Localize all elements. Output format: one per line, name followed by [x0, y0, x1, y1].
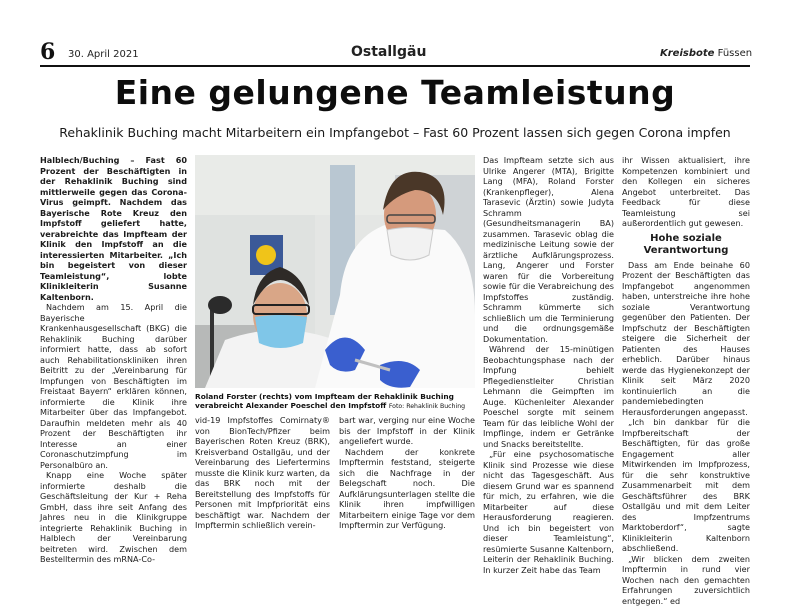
face-mask	[255, 315, 307, 348]
body-paragraph: bart war, verging nur eine Woche bis der Impfstoff in der Klinik angeliefert wurde.	[339, 415, 475, 447]
body-paragraph: ihr Wissen aktualisiert, ihre Kompetenzen kombiniert und den Kollegen ein sicheres Angebot unterbreitet. Das Feedback für diese Teamleistung sei außerordentlich gut gewesen.	[622, 155, 750, 229]
body-paragraph: „Ich bin dankbar für die Impfbereitschaft der Beschäftigten, für das große Engagement aller Mitwirkenden im Impfprozess, für die sehr konstruktive Zusammenarbeit mit dem Geschäftsführer des BRK Ostallgäu und mit dem Leiter des Impfzentrums Marktoberdorf“, sagte Klinikleiterin Kaltenborn abschließend.	[622, 417, 750, 554]
column-3	[339, 415, 475, 531]
body-paragraph: Dass am Ende beinahe 60 Prozent der Beschäftigten das Impfangebot angenommen haben, unterstreiche ihre hohe soziale Verantwortung gegenüber den Patienten. Der Impfschutz der Beschäftigten steigere die Sicherheit der Patienten des Hauses erheblich. Darüber hinaus werde das Hygienekonzept der Klinik seit März 2020 kontinuierlich an die pandemiebedingten Herausforderungen angepasst.	[622, 260, 750, 418]
body-paragraph: „Für eine psychosomatische Klinik sind Prozesse wie diese nicht das Tagesgeschäft. Aus diesem Grund war es spannend für mich, zu erfahren, wie die Mitarbeiter auf diese Herausforderung reagieren. Und ich bin begeistert von dieser Teamleistung“, resümierte Susanne Kaltenborn, Leiterin der Rehaklinik Buching. In kurzer Zeit habe das Team	[483, 449, 614, 575]
body-paragraph: Während der 15-minütigen Beobachtungsphase nach der Impfung behielt Pflegedienstleiter Christian Lehmann die Geimpften im Auge. Küchenleiter Alexander Poeschel sorgte mit seinem Team für das leibliche Wohl der Impflinge, indem er Getränke und Snacks bereitstellte.	[483, 344, 614, 449]
page-number: 6	[40, 39, 55, 65]
body-paragraph: „Wir blicken dem zweiten Impftermin in rund vier Wochen nach den gemachten Erfahrungen zuversichtlich entgegen.“ ed	[622, 554, 750, 606]
issue-date: 30. April 2021	[68, 49, 139, 60]
body-paragraph: Nachdem der konkrete Impftermin feststand, steigerte sich die Nachfrage in der Belegschaft noch. Die Aufklärungsunterlagen stellte die Klinik ihren impfwilligen Mitarbeitern einige Tage vor dem Impftermin zur Verfügung.	[339, 447, 475, 531]
column-4	[483, 155, 614, 575]
brand-name: Kreisbote	[660, 48, 714, 59]
lead-paragraph: Halblech/Buching – Fast 60 Prozent der Beschäftigten in der Rehaklinik Buching sind mittlerweile gegen das Corona-Virus geimpft. Nachdem das Bayerische Rote Kreuz den Impfstoff geliefert hatte, verabreichte das Impfteam der Klinik den Impfstoff an die interessierten Mitarbeiter. „Ich bin begeistert von dieser Teamleistung“, lobte Klinikleiterin Susanne Kaltenborn.	[40, 155, 187, 302]
vaccination-photo	[195, 155, 475, 388]
brand-edition: Füssen	[718, 48, 752, 59]
column-5	[622, 155, 750, 606]
article-photo	[195, 155, 475, 388]
header-rule	[40, 65, 750, 67]
body-paragraph: vid-19 Impfstoffes Comirnaty® von BionTech/Pfizer beim Bayerischen Roten Kreuz (BRK), Kreisverband Ostallgäu, und der Vereinbarung des Liefertermins musste die Klinik kurz warten, da das BRK noch mit der Bereitstellung des Impfstoffs für Personen mit Impfpriorität eins beschäftigt war. Nachdem der Impftermin schließlich verein-	[195, 415, 330, 531]
body-paragraph: Nachdem am 15. April die Bayerische Krankenhausgesellschaft (BKG) die Rehaklinik Buching darüber informiert hatte, dass ab sofort auch Rehabilitationskliniken ihren Beitritt zu der „Vereinbarung für Impfungen von Beschäftigten im Freistaat Bayern“ erklären können, informierte die Klinik ihre Mitarbeiter über das Impfangebot. Daraufhin meldeten mehr als 40 Prozent der Beschäftigten ihr Interesse an einer Coronaschutzimpfung im Personalbüro an.	[40, 302, 187, 470]
section-subheading: Hohe soziale Verantwortung	[622, 233, 750, 257]
column-1	[40, 155, 187, 565]
headline: Eine gelungene Teamleistung	[40, 73, 750, 112]
caption-text: Roland Forster (rechts) vom Impfteam der Rehaklinik Buching verabreicht Alexander Poeschel den Impfstoff	[195, 392, 454, 410]
column-2	[195, 415, 330, 531]
body-paragraph: Das Impfteam setzte sich aus Ulrike Angerer (MTA), Brigitte Lang (MFA), Roland Forster (Krankenpfleger), Alena Tarasevic (Ärztin) sowie Judyta Schramm (Gesundheitsmanagerin BA) zusammen. Tarasevic oblag die medizinische Leitung sowie der ärztliche Aufklärungsprozess. Lang, Angerer und Forster waren für die Vorbereitung sowie für die Verabreichung des Impfstoffes zuständig. Schramm kümmerte sich schließlich um die Terminierung und die ordnungsgemäße Dokumentation.	[483, 155, 614, 344]
body-paragraph: Knapp eine Woche später informierte deshalb die Geschäftsleitung der Kur + Reha GmbH, dass ihre seit Anfang des Jahres neu in die Klinikgruppe integrierte Rehaklinik Buching in Halblech der Vereinbarung beitreten wird. Zwischen dem Bestelltermin des mRNA-Co-	[40, 470, 187, 565]
photo-credit: Foto: Rehaklinik Buching	[389, 403, 465, 410]
publication-brand	[660, 48, 752, 59]
photo-caption	[195, 392, 475, 412]
nurse-mask	[387, 228, 433, 261]
subheadline: Rehaklinik Buching macht Mitarbeitern ein Impfangebot – Fast 60 Prozent lassen sich gegen Corona impfen	[40, 125, 750, 140]
section-title: Ostallgäu	[351, 44, 426, 60]
